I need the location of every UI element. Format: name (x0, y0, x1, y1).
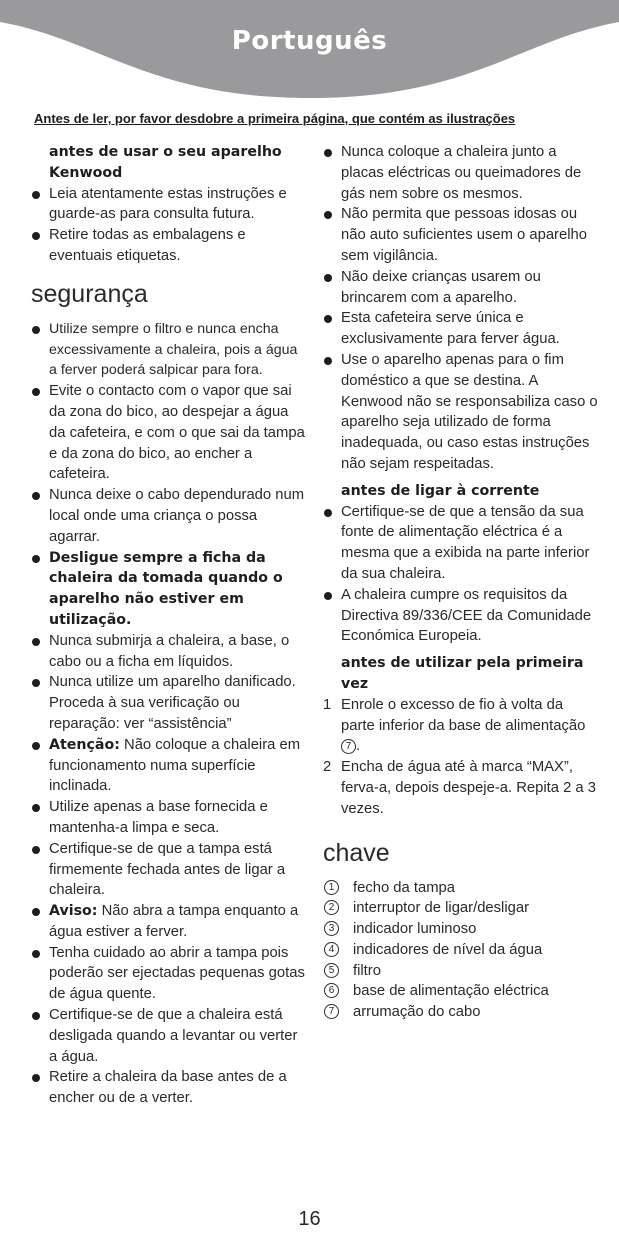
warning-label: Aviso: (49, 903, 98, 920)
list-item: Retire todas as embalagens e eventuais etiquetas. (31, 225, 307, 267)
step-tail: . (356, 738, 361, 755)
key-number: 4 (324, 942, 339, 957)
page-number: 16 (298, 1208, 321, 1230)
list-item: Utilize sempre o filtro e nunca encha excessivamente a chaleira, pois a água a ferver poderá salpicar para fora. (31, 319, 307, 381)
section-heading-key: chave (323, 838, 390, 867)
key-label: indicadores de nível da água (353, 941, 543, 958)
list-item (31, 735, 307, 797)
list-item-emphasis: Desligue sempre a ficha da chaleira da tomada quando o aparelho não estiver em utilização. (31, 548, 307, 631)
key-number: 6 (324, 983, 339, 998)
left-column (31, 142, 307, 1109)
list-item (31, 901, 307, 943)
list-item: Nunca deixe o cabo dependurado num local onde uma criança o possa agarrar. (31, 485, 307, 547)
list-item: Nunca submirja a chaleira, a base, o cabo ou a ficha em líquidos. (31, 631, 307, 673)
key-item (323, 940, 599, 961)
list-item: Leia atentamente estas instruções e guarde-as para consulta futura. (31, 184, 307, 226)
key-label: filtro (353, 962, 381, 979)
key-item (323, 878, 599, 899)
step-text: Encha de água até à marca “MAX”, ferva-a, depois despeje-a. Repita 2 a 3 vezes. (341, 759, 596, 817)
section-heading-safety: segurança (31, 279, 148, 308)
list-item: Não deixe crianças usarem ou brincarem com a aparelho. (323, 267, 599, 309)
list-item: Tenha cuidado ao abrir a tampa pois poderão ser ejectadas pequenas gotas de água quente. (31, 943, 307, 1005)
list-item: Esta cafeteira serve única e exclusivamente para ferver água. (323, 308, 599, 350)
step-number: 2 (323, 759, 332, 776)
key-item (323, 1002, 599, 1023)
numbered-step (323, 757, 599, 819)
list-item: Certifique-se de que a tampa está firmemente fechada antes de ligar a chaleira. (31, 839, 307, 901)
subheading-before-use: antes de usar o seu aparelho Kenwood (49, 144, 282, 181)
list-item: Certifique-se de que a tensão da sua fonte de alimentação eléctrica é a mesma que a exibida na parte inferior da sua chaleira. (323, 502, 599, 585)
step-number: 1 (323, 696, 332, 713)
key-number: 2 (324, 900, 339, 915)
key-label: interruptor de ligar/desligar (353, 900, 530, 917)
right-column (323, 142, 599, 1023)
step-text: Enrole o excesso de fio à volta da parte inferior da base de alimentação (341, 696, 586, 734)
list-item: Retire a chaleira da base antes de a encher ou de a verter. (31, 1067, 307, 1109)
key-number: 7 (324, 1004, 339, 1019)
warning-text: Não abra a tampa enquanto a água estiver a ferver. (49, 903, 299, 940)
key-label: base de alimentação eléctrica (353, 983, 549, 1000)
figure-ref-marker: 7 (341, 739, 356, 754)
subheading-before-plug: antes de ligar à corrente (341, 482, 540, 499)
key-item (323, 961, 599, 982)
fold-out-notice: Antes de ler, por favor desdobre a primeira página, que contém as ilustrações (34, 111, 516, 126)
list-item: Evite o contacto com o vapor que sai da zona do bico, ao despejar a água da cafeteira, e com o que sai da tampa e da zona do bico, ao encher a cafeteira. (31, 381, 307, 485)
key-item (323, 898, 599, 919)
numbered-step (323, 695, 599, 757)
subheading-first-use: antes de utilizar pela primeira vez (341, 655, 584, 692)
list-item: Não permita que pessoas idosas ou não auto suficientes usem o aparelho sem vigilância. (323, 204, 599, 266)
list-item: A chaleira cumpre os requisitos da Directiva 89/336/CEE da Comunidade Económica Europeia. (323, 585, 599, 647)
attention-label: Atenção: (49, 736, 120, 753)
key-number: 3 (324, 921, 339, 936)
list-item: Use o aparelho apenas para o fim doméstico a que se destina. A Kenwood não se responsabiliza caso o aparelho seja utilizado de forma inadequada, ou caso estas instruções não sejam respeitadas. (323, 350, 599, 475)
key-label: fecho da tampa (353, 879, 456, 896)
list-item: Utilize apenas a base fornecida e mantenha-a limpa e seca. (31, 797, 307, 839)
key-number: 5 (324, 963, 339, 978)
key-label: arrumação do cabo (353, 1004, 481, 1021)
key-number: 1 (324, 880, 339, 895)
key-label: indicador luminoso (353, 921, 477, 938)
key-item (323, 919, 599, 940)
list-item: Nunca coloque a chaleira junto a placas eléctricas ou queimadores de gás nem sobre os mesmos. (323, 142, 599, 204)
attention-text: Não coloque a chaleira em funcionamento numa superfície inclinada. (49, 736, 301, 795)
language-title: Português (231, 26, 388, 56)
key-item (323, 981, 599, 1002)
list-item: Certifique-se de que a chaleira está desligada quando a levantar ou verter a água. (31, 1005, 307, 1067)
list-item: Nunca utilize um aparelho danificado. Proceda à sua verificação ou reparação: ver “assistência” (31, 672, 307, 734)
